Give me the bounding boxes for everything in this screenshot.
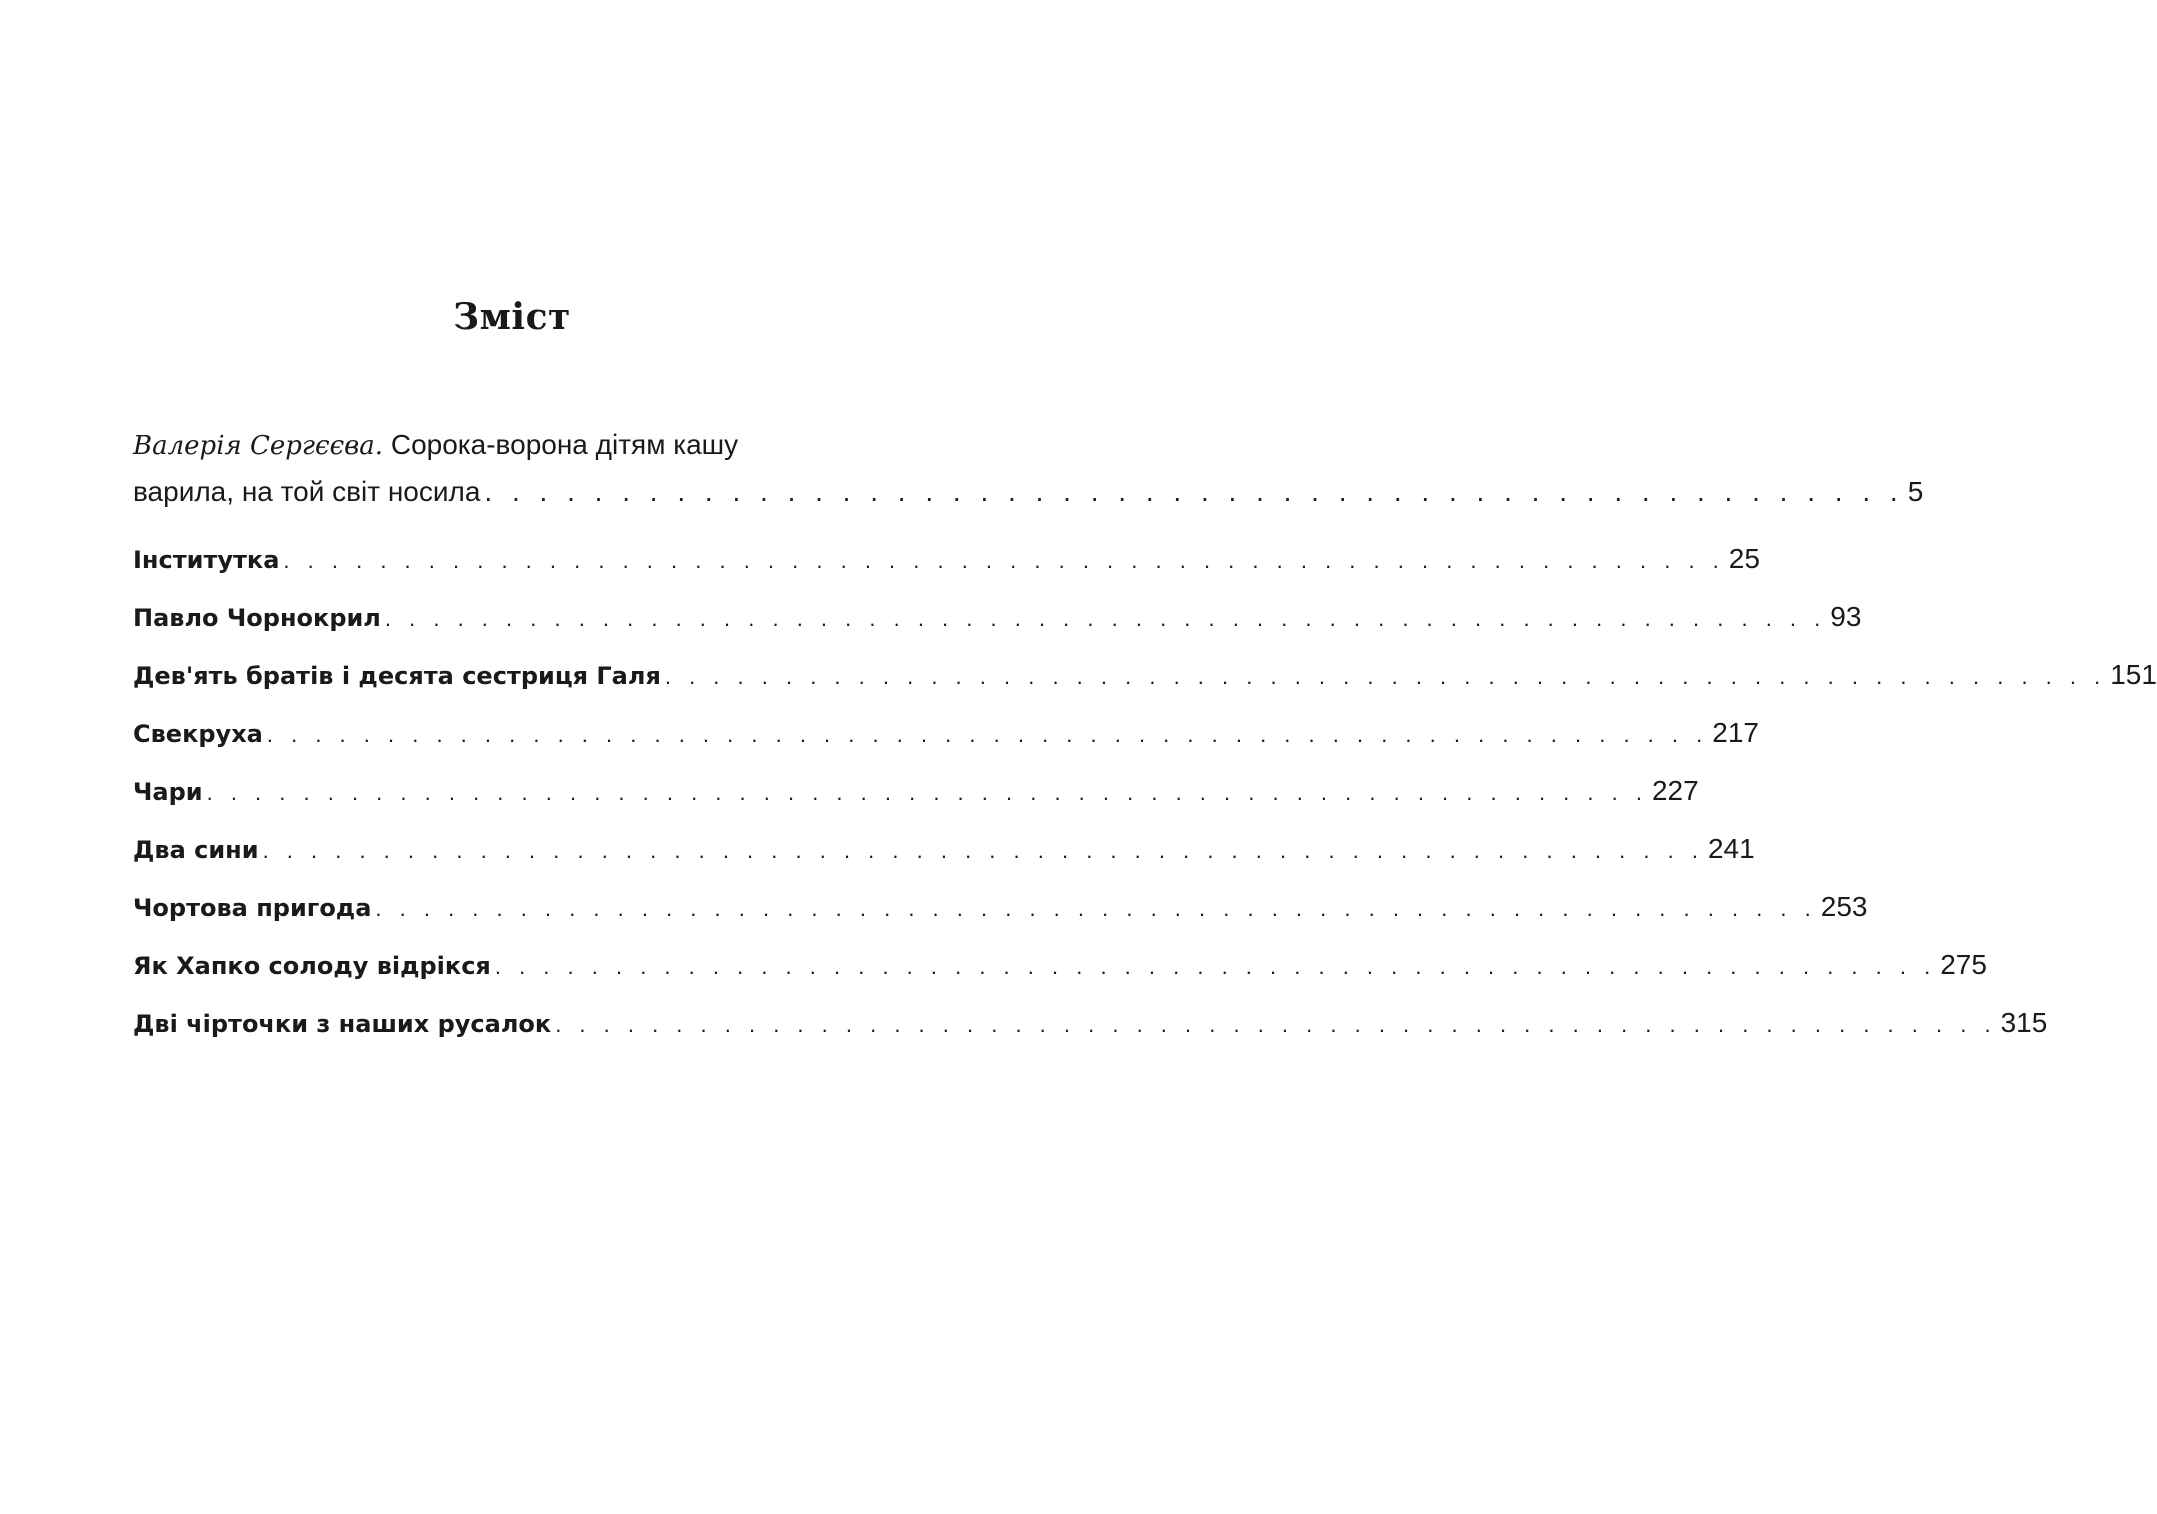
toc-entry: [133, 826, 1755, 884]
toc-entry-title: Як Хапко солоду відрікся: [133, 952, 491, 980]
dot-leader: . . . . . . . . . . . . . . . . . . . . . . . . . . . . . . . . . . . . . . . . . . . . . . . . . . . . . . . . . . . .: [375, 896, 1817, 921]
toc-entry-title: Два сини: [133, 836, 259, 864]
toc-entry-title: Інститутка: [133, 546, 280, 574]
dot-leader: . . . . . . . . . . . . . . . . . . . . . . . . . . . . . . . . . . . . . . . . . . . . . . . . . . . . . . . . . . . .: [664, 664, 2107, 689]
toc-entry-page: 217: [1712, 717, 1759, 748]
toc-entry: [133, 710, 1759, 768]
toc-entry-page: 253: [1820, 891, 1868, 922]
toc-entry: [133, 1000, 2048, 1058]
toc-entry-page: 315: [2000, 1007, 2048, 1038]
dot-leader: . . . . . . . . . . . . . . . . . . . . . . . . . . . . . . . . . . . . . . . . . . . . . . . . . . . . . . . . . . . .: [555, 1012, 1997, 1037]
toc-entry: [133, 884, 1868, 942]
toc-entry-page: 25: [1728, 543, 1760, 574]
intro-page-number: 5: [1907, 476, 1924, 507]
intro-line-2: [133, 469, 1924, 515]
toc-entry-page: 227: [1651, 775, 1699, 806]
dot-leader: . . . . . . . . . . . . . . . . . . . . . . . . . . . . . . . . . . . . . . . . . . . . . . . . . . . . . . . . . . . .: [283, 548, 1725, 573]
toc-entry: [133, 942, 1987, 1000]
intro-title-part-1: Сорока-ворона дітям кашу: [390, 429, 739, 460]
toc-entry-title: Чортова пригода: [133, 894, 372, 922]
toc-intro-entry: [133, 422, 1924, 515]
toc-entry-title: Павло Чорнокрил: [133, 604, 381, 632]
dot-leader: . . . . . . . . . . . . . . . . . . . . . . . . . . . . . . . . . . . . . . . . . . . . . . . . . . . . . . . . . . . .: [384, 606, 1827, 631]
toc-entry-page: 151: [2110, 659, 2157, 690]
toc-entry: [133, 536, 1760, 594]
toc-entry-page: 93: [1830, 601, 1862, 632]
toc-entry-page: 241: [1707, 833, 1755, 864]
dot-leader: . . . . . . . . . . . . . . . . . . . . . . . . . . . . . . . . . . . . . . . . . . . . . . . . . . . . . . . . . . . .: [266, 722, 1709, 747]
toc-entry-title: Чари: [133, 778, 203, 806]
toc-entry: [133, 652, 2157, 710]
page-title: Зміст: [453, 296, 571, 338]
dot-leader: . . . . . . . . . . . . . . . . . . . . . . . . . . . . . . . . . . . . . . . . . . . . . . . . . . . . . . . . . . . .: [262, 838, 1704, 863]
intro-title-part-2: варила, на той світ носила: [133, 476, 481, 507]
dot-leader: . . . . . . . . . . . . . . . . . . . . . . . . . . . . . . . . . . . . . . . . . . . . . . . . . . . . . . . . . . . .: [206, 780, 1648, 805]
dot-leader: . . . . . . . . . . . . . . . . . . . . . . . . . . . . . . . . . . . . . . . . . . . . . . . . . . . .: [484, 476, 1904, 507]
toc-entry: [133, 594, 1862, 652]
toc-entry-title: Дев'ять братів і десята сестриця Галя: [133, 662, 661, 690]
toc-entry: [133, 768, 1699, 826]
intro-author: Валерія Сергєєва.: [133, 431, 384, 461]
toc-entry-title: Дві чірточки з наших русалок: [133, 1010, 552, 1038]
toc-list: [133, 536, 2157, 1058]
intro-line-1: [133, 422, 896, 469]
toc-entry-title: Свекруха: [133, 720, 263, 748]
toc-entry-page: 275: [1940, 949, 1987, 980]
dot-leader: . . . . . . . . . . . . . . . . . . . . . . . . . . . . . . . . . . . . . . . . . . . . . . . . . . . . . . . . . . . .: [494, 954, 1937, 979]
